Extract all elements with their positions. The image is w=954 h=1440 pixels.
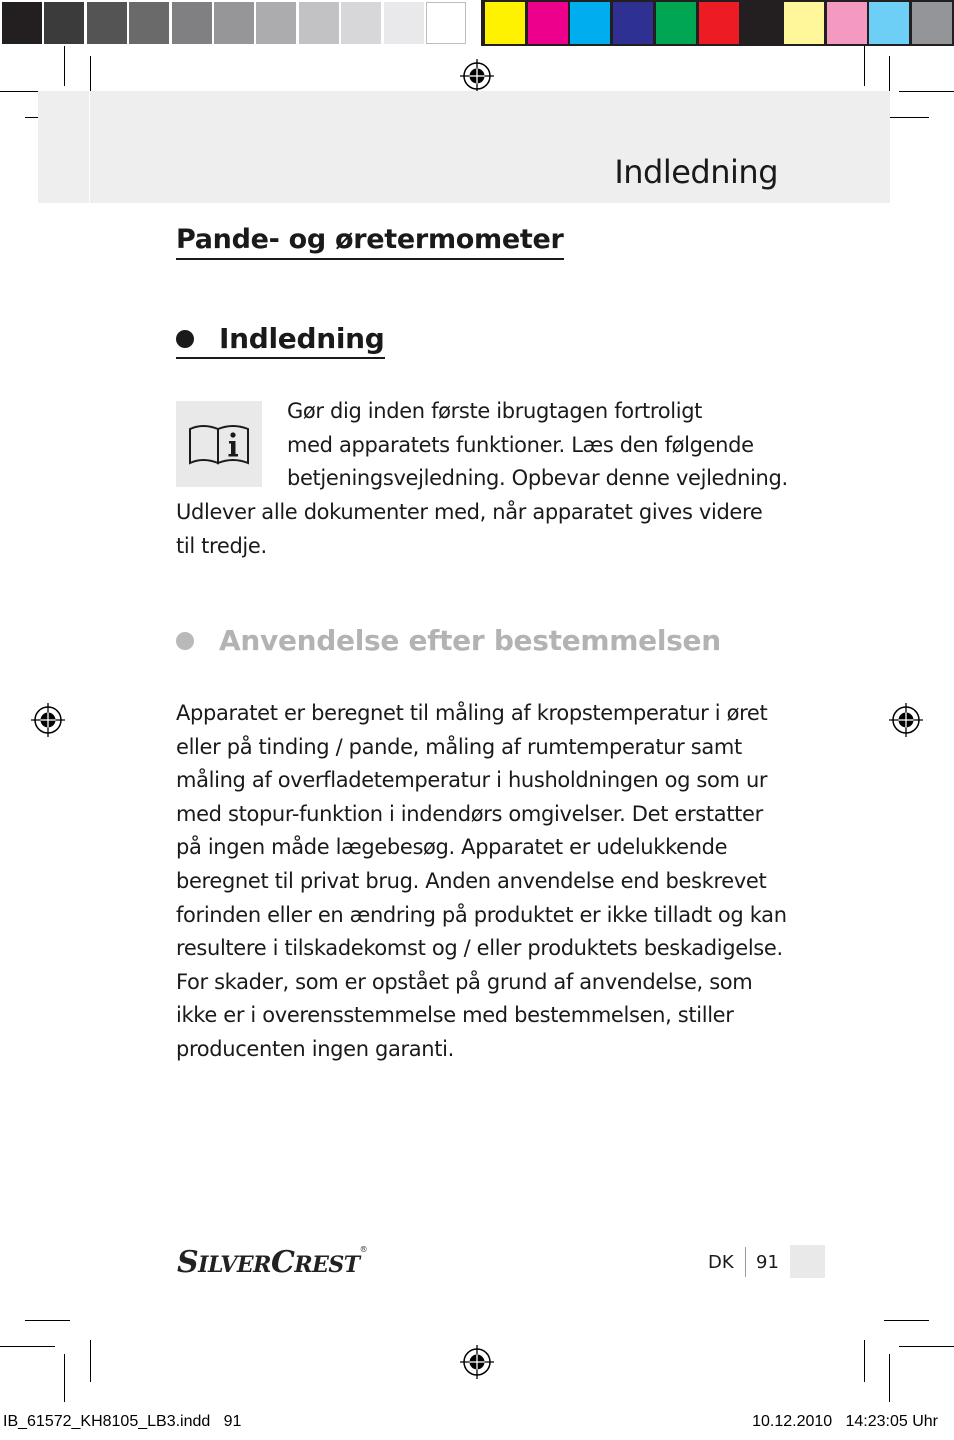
footer-divider <box>745 1247 746 1277</box>
process-color-swatch <box>912 2 952 44</box>
process-color-swatch <box>570 2 610 44</box>
document-title: Pande- og øretermometer <box>176 224 564 260</box>
bullet-icon <box>176 330 194 348</box>
process-color-swatch <box>741 2 781 44</box>
process-color-swatch <box>485 2 525 44</box>
text-line: måling af overfladetemperatur i husholdningen og som ur <box>176 768 768 793</box>
text-line: forinden eller en ændring på produktet er ikke tilladt og kan <box>176 902 787 927</box>
process-color-swatch <box>699 2 739 44</box>
intro-paragraph-wrapped <box>287 395 788 496</box>
text-line: betjeningsvejledning. Opbevar denne vejledning. <box>287 466 788 491</box>
text-line: Udlever alle dokumenter med, når apparatet gives videre <box>176 500 763 524</box>
page-header-title: Indledning <box>614 153 778 191</box>
grey-swatch <box>341 2 381 44</box>
registration-mark-icon <box>460 59 494 93</box>
info-book-icon <box>176 401 262 487</box>
text-line: resultere i tilskadekomst og / eller produktets beskadigelse. <box>176 936 783 961</box>
grey-swatch <box>172 2 212 44</box>
grey-swatch <box>87 2 127 44</box>
section-heading-introduction <box>176 322 385 359</box>
process-color-swatch <box>827 2 867 44</box>
text-line: Gør dig inden første ibrugtagen fortroligt <box>287 399 703 423</box>
grey-swatch <box>2 2 42 44</box>
intro-paragraph-full <box>176 496 762 563</box>
text-line: ikke er i overensstemmelse med bestemmelsen, stiller <box>176 1003 734 1028</box>
registration-mark-icon <box>31 703 65 737</box>
process-color-swatch <box>869 2 909 44</box>
text-line: til tredje. <box>176 533 267 558</box>
text-line: For skader, som er opstået på grund af anvendelse, som <box>176 969 753 994</box>
text-line: producenten ingen garanti. <box>176 1036 454 1061</box>
text-line: beregnet til privat brug. Anden anvendelse end beskrevet <box>176 868 767 893</box>
process-color-swatch <box>528 2 568 44</box>
slug-filename: IB_61572_KH8105_LB3.indd 91 <box>3 1413 242 1430</box>
intended-use-paragraph <box>176 697 787 1067</box>
section-heading-text: Anvendelse efter bestemmelsen <box>219 624 721 657</box>
page-number: 91 <box>756 1252 779 1273</box>
process-color-swatch <box>656 2 696 44</box>
text-line: på ingen måde lægebesøg. Apparatet er udelukkende <box>176 835 728 860</box>
grey-swatch <box>214 2 254 44</box>
section-heading-intended-use <box>176 624 721 657</box>
process-color-swatch <box>613 2 653 44</box>
grey-swatch <box>299 2 339 44</box>
grey-swatch <box>256 2 296 44</box>
registration-mark-icon <box>889 703 923 737</box>
text-line: med apparatets funktioner. Læs den følgende <box>287 432 754 457</box>
grey-swatch <box>426 2 466 44</box>
language-code: DK <box>708 1252 734 1273</box>
process-color-swatch <box>784 2 824 44</box>
section-heading-text: Indledning <box>219 322 385 355</box>
grey-swatch <box>44 2 84 44</box>
slug-timestamp: 10.12.2010 14:23:05 Uhr <box>752 1413 938 1430</box>
bullet-icon <box>176 632 194 650</box>
header-band-divider <box>89 91 90 203</box>
text-line: Apparatet er beregnet til måling af kropstemperatur i øret <box>176 701 768 725</box>
footer-thumb-tab <box>790 1245 825 1278</box>
grey-swatch <box>384 2 424 44</box>
text-line: med stopur-funktion i indendørs omgivelser. Det erstatter <box>176 801 763 826</box>
brand-logo: SILVERCREST® <box>177 1245 368 1280</box>
grey-swatch <box>129 2 169 44</box>
registration-mark-icon <box>460 1345 494 1379</box>
text-line: eller på tinding / pande, måling af rumtemperatur samt <box>176 734 742 759</box>
